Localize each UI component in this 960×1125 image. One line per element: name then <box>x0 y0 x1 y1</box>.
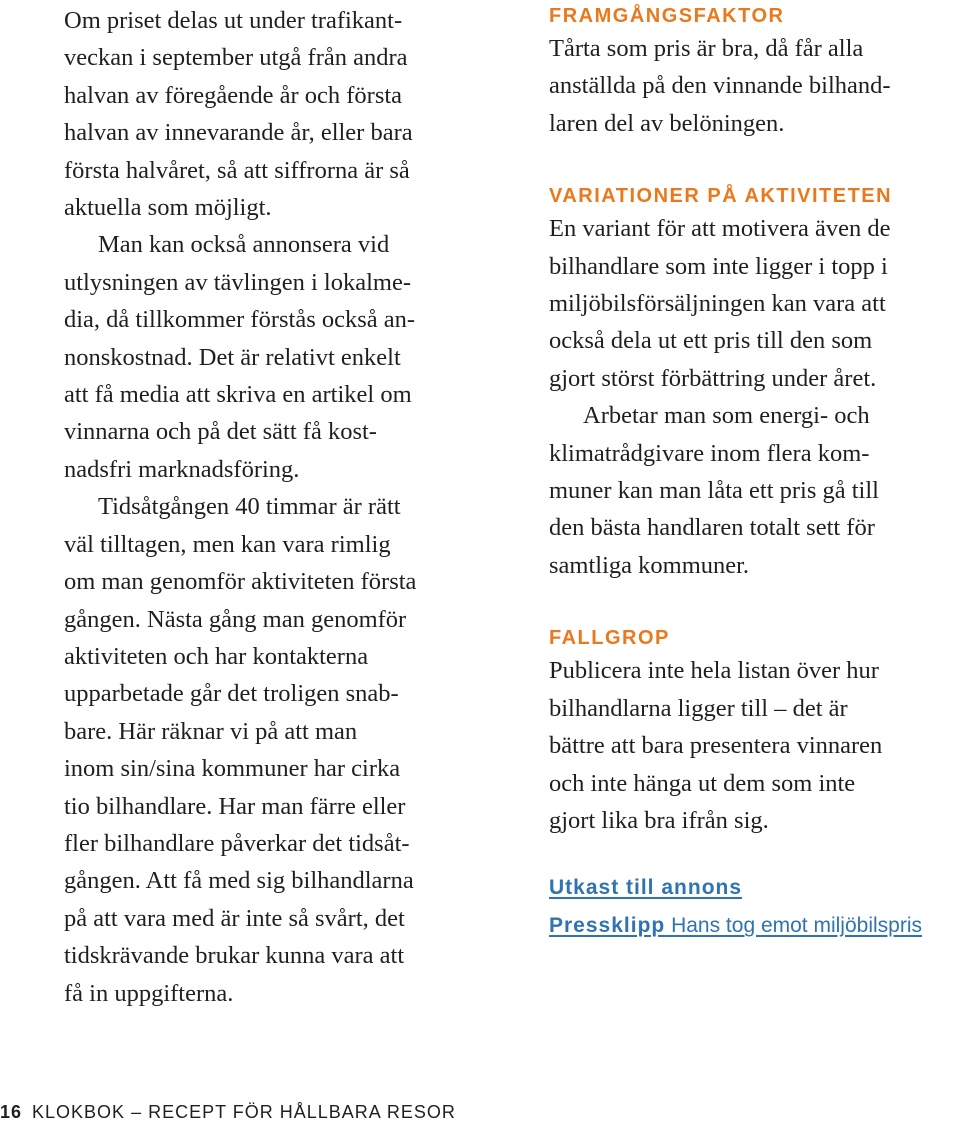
text-line: Tårta som pris är bra, då får alla <box>549 35 864 62</box>
text-line: laren del av belöningen. <box>549 109 785 137</box>
section-heading: FALLGROP <box>549 627 670 650</box>
text-line: få in uppgifterna. <box>64 979 234 1007</box>
link-utkast-annons[interactable] <box>549 869 953 907</box>
text-line: bare. Här räknar vi på att man <box>64 717 358 745</box>
page-footer <box>0 1100 456 1125</box>
text-line: aktuella som möjligt. <box>64 194 272 222</box>
text-line: anställda på den vinnande bilhand- <box>549 72 891 100</box>
text-line: att få media att skriva en artikel om <box>64 381 412 409</box>
right-column <box>549 2 953 945</box>
text-line: gjort störst förbättring under året. <box>549 364 877 392</box>
paragraph-3 <box>64 488 484 1012</box>
text-line: Tidsåtgången 40 timmar är rätt <box>98 493 401 521</box>
text-line: En variant för att motivera även de <box>549 215 891 243</box>
paragraph-2 <box>64 226 484 488</box>
text-line: Man kan också annonsera vid <box>98 231 390 259</box>
text-line: Arbetar man som energi- och <box>583 402 870 430</box>
text-line: muner kan man låta ett pris gå till <box>549 477 879 505</box>
section-framgangsfaktor <box>549 2 953 142</box>
page-number: 16 <box>0 1102 23 1122</box>
text-line: Om priset delas ut under trafikant- <box>64 7 403 34</box>
section-heading: FRAMGÅNGSFAKTOR <box>549 5 785 27</box>
text-line: klimatrådgivare inom flera kom- <box>549 439 870 467</box>
text-line: upparbetade går det troligen snab- <box>64 680 399 708</box>
text-line: gjort lika bra ifrån sig. <box>549 806 769 834</box>
text-line: bilhandlarna ligger till – det är <box>549 694 848 722</box>
text-line: vinnarna och på det sätt få kost- <box>64 418 377 446</box>
link-label-bold: Pressklipp <box>549 914 666 938</box>
section-fallgrop <box>549 624 953 839</box>
text-line: tio bilhandlare. Har man färre eller <box>64 792 406 820</box>
text-line: utlysningen av tävlingen i lokalme- <box>64 268 412 296</box>
text-line: nonskostnad. Det är relativt enkelt <box>64 343 401 371</box>
text-line: bilhandlare som inte ligger i topp i <box>549 252 888 280</box>
text-line: gången. Att få med sig bilhandlarna <box>64 867 414 895</box>
text-line: fler bilhandlare påverkar det tidsåt- <box>64 829 410 857</box>
text-line: och inte hänga ut dem som inte <box>549 769 856 797</box>
text-line: halvan av innevarande år, eller bara <box>64 119 413 147</box>
text-line: väl tilltagen, men kan vara rimlig <box>64 530 391 558</box>
footer-title: KLOKBOK – RECEPT FÖR HÅLLBARA RESOR <box>32 1102 456 1122</box>
left-column <box>64 2 484 1012</box>
text-line: bättre att bara presentera vinnaren <box>549 732 883 760</box>
text-line: dia, då tillkommer förstås också an- <box>64 306 416 334</box>
text-line: aktiviteten och har kontakterna <box>64 642 369 670</box>
text-line: på att vara med är inte så svårt, det <box>64 904 405 932</box>
section-variationer <box>549 182 953 584</box>
text-line: den bästa handlaren totalt sett för <box>549 514 875 542</box>
text-line: halvan av föregående år och första <box>64 81 403 109</box>
text-line: gången. Nästa gång man genomför <box>64 605 407 633</box>
text-line: om man genomför aktiviteten första <box>64 568 417 596</box>
link-label-rest: Hans tog emot miljöbilspris <box>665 914 922 938</box>
text-line: tidskrävande brukar kunna vara att <box>64 942 405 970</box>
text-line: miljöbilsförsäljningen kan vara att <box>549 290 886 318</box>
text-line: samtliga kommuner. <box>549 551 750 579</box>
text-line: inom sin/sina kommuner har cirka <box>64 755 401 783</box>
paragraph-1 <box>64 2 484 226</box>
text-line: första halvåret, så att siffrorna är så <box>64 156 410 184</box>
link-label: Utkast till annons <box>549 876 743 900</box>
link-list <box>549 869 953 945</box>
text-line: Publicera inte hela listan över hur <box>549 657 879 685</box>
section-heading: VARIATIONER PÅ AKTIVITETEN <box>549 185 893 208</box>
text-line: också dela ut ett pris till den som <box>549 327 873 355</box>
link-pressklipp[interactable] <box>549 907 953 945</box>
text-line: nadsfri marknadsföring. <box>64 455 300 483</box>
text-line: veckan i september utgå från andra <box>64 44 408 72</box>
